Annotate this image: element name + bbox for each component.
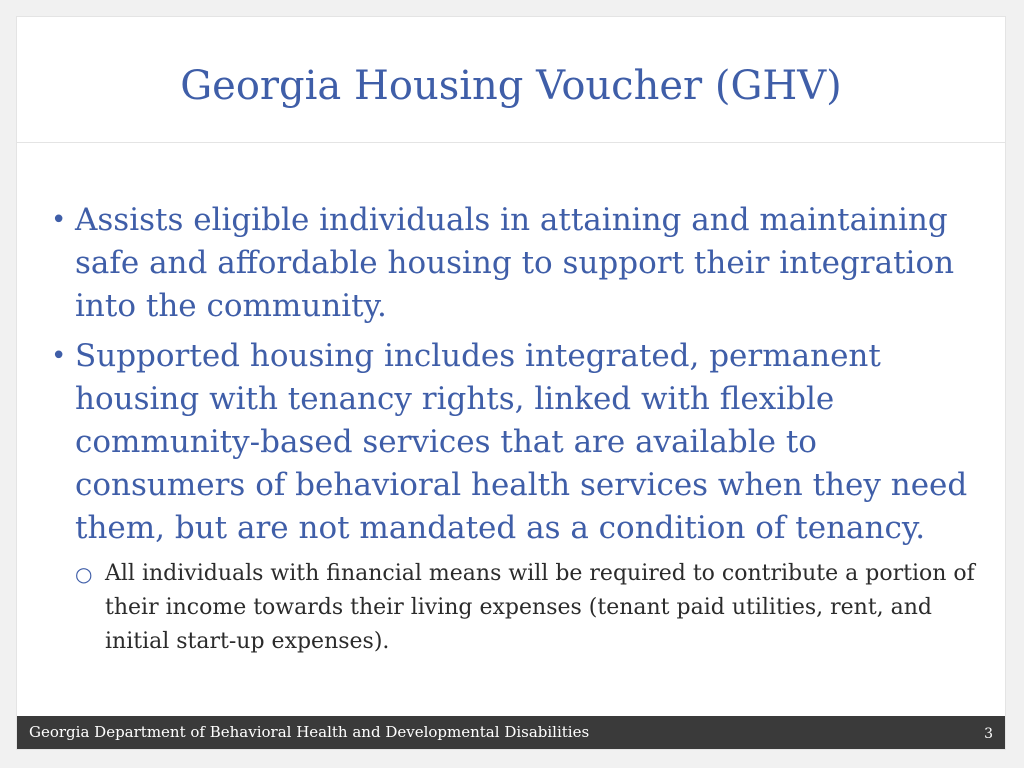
bullet-marker: • — [51, 341, 67, 371]
slide-title: Georgia Housing Voucher (GHV) — [180, 63, 842, 109]
subbullet-item — [45, 557, 985, 659]
bullet-marker: • — [51, 205, 67, 235]
title-bar — [17, 17, 1005, 143]
presentation-slide — [16, 16, 1006, 750]
footer-organization: Georgia Department of Behavioral Health and Developmental Disabilities — [29, 723, 590, 741]
slide-content — [45, 199, 985, 659]
subbullet-text: All individuals with financial means will be required to contribute a portion of their income towards their living expenses (tenant paid utilities, rent, and initial start-up expenses). — [105, 561, 975, 654]
subbullet-marker: ○ — [75, 562, 93, 586]
bullet-text: Supported housing includes integrated, permanent housing with tenancy rights, linked with flexible community-based services that are available to consumers of behavioral health services when they need them, but are not mandated as a condition of tenancy. — [75, 338, 968, 546]
bullet-text: Assists eligible individuals in attaining and maintaining safe and affordable housing to support their integration into the community. — [75, 202, 955, 324]
page-number: 3 — [984, 726, 993, 742]
slide-footer — [17, 716, 1005, 749]
bullet-item — [45, 199, 985, 328]
bullet-item — [45, 335, 985, 550]
